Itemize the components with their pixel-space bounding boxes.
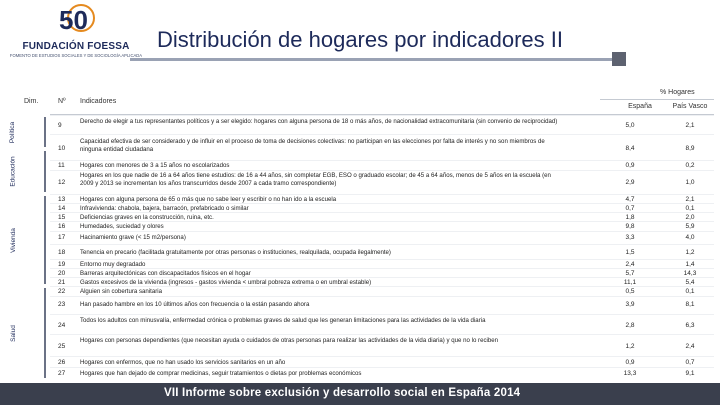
dim-educacion-label: Educación bbox=[9, 156, 17, 187]
row-indicator: Todos los adultos con minusvalía, enfermedad crónica o problemas graves de salud que les generan limitaciones para las actividades de la vida diaria bbox=[80, 317, 486, 324]
table-row bbox=[50, 170, 714, 195]
row-pais-vasco: 1,2 bbox=[685, 249, 695, 256]
row-indicator: Alguien sin cobertura sanitaria bbox=[80, 288, 162, 295]
row-pais-vasco: 8,9 bbox=[685, 145, 695, 152]
row-pais-vasco: 0,1 bbox=[685, 205, 695, 212]
row-indicator: Tenencia en precario (facilitada gratuitamente por otras personas o instituciones, realquilada, ocupada ilegalmente) bbox=[80, 249, 391, 256]
row-indicator: Hogares con menores de 3 a 15 años no escolarizados bbox=[80, 162, 230, 169]
row-indicator: Derecho de elegir a tus representantes políticos y a ser elegido: hogares con alguna persona de 18 o más años, de nacionalidad extracomunitaria (sin convenio de reciprocidad) bbox=[80, 118, 558, 125]
row-number: 21 bbox=[58, 279, 66, 286]
dim-salud bbox=[0, 286, 26, 380]
row-indicator: Humedades, suciedad y olores bbox=[80, 223, 164, 230]
row-number: 18 bbox=[58, 249, 66, 256]
row-pais-vasco: 5,9 bbox=[685, 223, 695, 230]
row-pais-vasco: 0,2 bbox=[685, 162, 695, 169]
svg-text:50: 50 bbox=[59, 5, 88, 35]
row-number: 10 bbox=[58, 145, 66, 152]
row-spain: 4,7 bbox=[625, 196, 635, 203]
row-pais-vasco: 2,1 bbox=[685, 122, 695, 129]
row-number: 25 bbox=[58, 343, 66, 350]
row-spain: 8,4 bbox=[625, 145, 635, 152]
dim-salud-label: Salud bbox=[9, 324, 17, 342]
header-num: Nº bbox=[58, 98, 66, 105]
row-spain: 5,0 bbox=[625, 122, 635, 129]
row-indicator: Gastos excesivos de la vivienda (ingresos - gastos vivienda < umbral pobreza extrema o en umbral estable) bbox=[80, 279, 372, 286]
row-spain: 2,8 bbox=[625, 322, 635, 329]
header-pais-vasco: País Vasco bbox=[672, 103, 708, 110]
row-pais-vasco: 2,0 bbox=[685, 214, 695, 221]
row-spain: 0,5 bbox=[625, 288, 635, 295]
row-spain: 0,9 bbox=[625, 162, 635, 169]
row-spain: 3,3 bbox=[625, 234, 635, 241]
row-indicator: Hogares en los que nadie de 16 a 64 años tiene estudios: de 16 a 44 años, sin completar EGB, ESO o graduado escolar; de 45 a 64 años, menos de 5 años en la escuela (en 2009 y 2013 se incrementan los años transcurridos desde 2007 a cada tramo correspondiente) bbox=[80, 172, 551, 187]
row-pais-vasco: 9,1 bbox=[685, 370, 695, 377]
row-pais-vasco: 14,3 bbox=[683, 270, 697, 277]
header-dim: Dim. bbox=[24, 98, 39, 105]
row-pais-vasco: 8,1 bbox=[685, 301, 695, 308]
row-pais-vasco: 0,7 bbox=[685, 359, 695, 366]
header-group-rule bbox=[600, 99, 714, 100]
row-spain: 0,7 bbox=[625, 205, 635, 212]
row-pais-vasco: 2,4 bbox=[685, 343, 695, 350]
row-pais-vasco: 1,4 bbox=[685, 261, 695, 268]
row-spain: 13,3 bbox=[623, 370, 637, 377]
row-number: 16 bbox=[58, 223, 66, 230]
header-group: % Hogares bbox=[660, 89, 695, 96]
dim-politica-label: Política bbox=[9, 121, 17, 143]
dim-vivienda bbox=[0, 194, 26, 286]
row-indicator: Entorno muy degradado bbox=[80, 261, 146, 268]
row-indicator: Barreras arquitectónicas con discapacitados físicos en el hogar bbox=[80, 270, 251, 277]
row-number: 24 bbox=[58, 322, 66, 329]
row-pais-vasco: 2,1 bbox=[685, 196, 695, 203]
table-row bbox=[50, 244, 714, 260]
row-number: 11 bbox=[58, 162, 65, 169]
dim-salud-bar bbox=[44, 288, 46, 378]
row-indicator: Deficiencias graves en la construcción, ruina, etc. bbox=[80, 214, 214, 221]
row-pais-vasco: 4,0 bbox=[685, 234, 695, 241]
table-row bbox=[50, 334, 714, 357]
row-pais-vasco: 5,4 bbox=[685, 279, 695, 286]
row-indicator: Han pasado hambre en los 10 últimos años con frecuencia o la están pasando ahora bbox=[80, 301, 310, 308]
dim-politica-bar bbox=[44, 117, 46, 147]
row-indicator: Hogares con personas dependientes (que necesitan ayuda o cuidados de otras personas para realizar las actividades de la vida diaria) y que no lo reciben bbox=[80, 337, 499, 344]
table-row bbox=[50, 367, 714, 380]
row-pais-vasco: 0,1 bbox=[685, 288, 695, 295]
table-row bbox=[50, 115, 714, 135]
row-number: 13 bbox=[58, 196, 66, 203]
row-spain: 11,1 bbox=[623, 279, 637, 286]
row-pais-vasco: 6,3 bbox=[685, 322, 695, 329]
row-indicator: Hogares con enfermos, que no han usado los servicios sanitarios en un año bbox=[80, 359, 286, 366]
page-title: Distribución de hogares por indicadores II bbox=[156, 27, 563, 52]
table-row bbox=[50, 134, 714, 161]
table-row bbox=[50, 296, 714, 315]
row-spain: 1,2 bbox=[625, 343, 635, 350]
dim-vivienda-bar bbox=[44, 196, 46, 284]
title-underline bbox=[130, 58, 625, 61]
row-number: 22 bbox=[58, 288, 66, 295]
row-pais-vasco: 1,0 bbox=[685, 179, 695, 186]
row-indicator: Capacidad efectiva de ser considerado y de influir en el proceso de toma de decisiones colectivas: no participan en las elecciones por falta de interés y no son miembros de ninguna entidad ciudadana bbox=[80, 138, 545, 153]
row-number: 27 bbox=[58, 370, 66, 377]
logo-subtitle: FOMENTO DE ESTUDIOS SOCIALES Y DE SOCIOLOGÍA APLICADA bbox=[9, 53, 143, 58]
row-number: 15 bbox=[58, 214, 66, 221]
row-spain: 1,5 bbox=[625, 249, 635, 256]
row-indicator: Hogares con alguna persona de 65 o más que no sabe leer y escribir o no han ido a la escuela bbox=[80, 196, 337, 203]
footer-bar bbox=[0, 383, 720, 405]
row-indicator: Hacinamiento grave (< 15 m2/persona) bbox=[80, 234, 186, 241]
table-row bbox=[50, 231, 714, 245]
table-row bbox=[50, 314, 714, 335]
header-indicators: Indicadores bbox=[80, 98, 117, 105]
row-number: 26 bbox=[58, 359, 66, 366]
row-spain: 2,4 bbox=[625, 261, 635, 268]
row-spain: 1,8 bbox=[625, 214, 635, 221]
dim-politica bbox=[0, 115, 26, 149]
row-indicator: Hogares que han dejado de comprar medicinas, seguir tratamientos o dietas por problemas económicos bbox=[80, 370, 362, 377]
row-number: 19 bbox=[58, 261, 66, 268]
row-number: 12 bbox=[58, 179, 66, 186]
row-number: 23 bbox=[58, 301, 66, 308]
dim-vivienda-label: Vivienda bbox=[9, 227, 17, 253]
row-spain: 9,8 bbox=[625, 223, 635, 230]
row-spain: 0,9 bbox=[625, 359, 635, 366]
row-number: 20 bbox=[58, 270, 66, 277]
row-spain: 3,9 bbox=[625, 301, 635, 308]
row-number: 9 bbox=[58, 122, 62, 129]
row-spain: 5,7 bbox=[625, 270, 635, 277]
logo-name: FUNDACIÓN FOESSA bbox=[22, 41, 130, 52]
dim-educacion-bar bbox=[44, 151, 46, 192]
row-indicator: Infravivienda: chabola, bajera, barracón, prefabricado o similar bbox=[80, 205, 249, 212]
header-spain: España bbox=[628, 103, 652, 110]
row-number: 17 bbox=[58, 234, 66, 241]
title-accent-square bbox=[612, 52, 626, 66]
row-spain: 2,9 bbox=[625, 179, 635, 186]
footer-text: VII Informe sobre exclusión y desarrollo social en España 2014 bbox=[164, 387, 521, 399]
dim-educacion bbox=[0, 149, 26, 194]
row-number: 14 bbox=[58, 205, 66, 212]
